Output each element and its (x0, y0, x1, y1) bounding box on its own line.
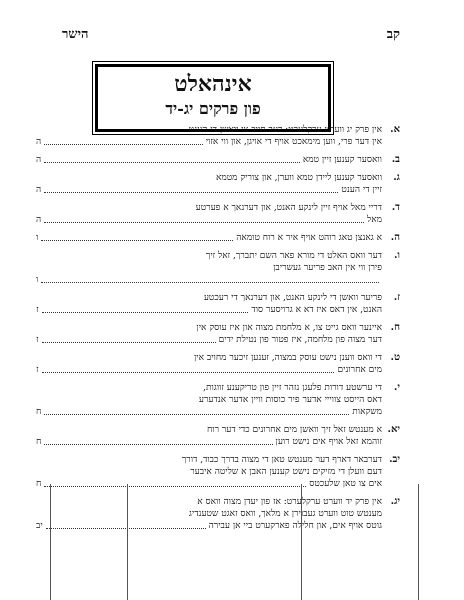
toc-entry-text: א גאנצן טאג רוהט אויף איר א רוח טומאה (236, 233, 382, 243)
toc-entry-number: יב. (389, 454, 400, 465)
dot-leader (44, 406, 349, 415)
toc-entry-number: יג. (390, 496, 400, 507)
toc-entry (36, 154, 400, 166)
dot-leader (44, 436, 272, 445)
toc-entry-page: ח (36, 407, 42, 417)
toc-entry-line: א מענטש זאל זיך וואשן מים אחרונים כדי דער רוח (206, 425, 382, 435)
toc-entry-body (36, 250, 382, 286)
toc-entry (36, 172, 400, 196)
vertical-rule (418, 484, 419, 600)
toc-entry-final-line (36, 154, 382, 166)
toc-entry-line: פירן ווי אין האב פריער געשריבן (273, 263, 382, 273)
toc-entry-page: ח (36, 437, 42, 447)
toc-entry-page: ז (36, 305, 39, 315)
dot-leader (44, 136, 203, 145)
toc-entry-number: ט. (390, 352, 400, 363)
toc-entry-line: וואסער קענען ליידן טמא ווערן, און צוריק מטמא (215, 173, 382, 183)
toc-entry-final-line (36, 274, 382, 286)
toc-entry-final-line (36, 232, 382, 244)
toc-entry-line: מענטש טוט ווערט געבוירן א מלאך, וואס זאגט שטענדיג (188, 509, 382, 519)
toc-entry-final-line (36, 184, 382, 196)
dot-leader (42, 304, 249, 313)
toc-entry-text: האנט, אין דאס איז דא א גרויסער סוד (251, 305, 382, 315)
page-title: אינהאלט (174, 71, 252, 97)
toc-entry-number: ה. (390, 232, 400, 243)
toc-entry-body (36, 154, 382, 166)
toc-entry-text: משקאות (352, 407, 382, 417)
toc-entry-body (36, 352, 382, 376)
toc-entry-number: י. (393, 382, 400, 393)
toc-entry-body (36, 292, 382, 316)
toc-entry-number: ח. (390, 322, 400, 333)
running-title: הישר (62, 27, 89, 42)
toc-entry (36, 292, 400, 316)
page-header (62, 26, 400, 48)
toc-entry-number: ג. (393, 172, 400, 183)
toc-entry-final-line (36, 364, 382, 376)
toc-entry-body (36, 322, 382, 346)
bottom-rule-lines (0, 484, 464, 600)
table-of-contents (36, 124, 400, 531)
title-box (95, 64, 331, 132)
toc-entry-line: די ערשטע דורות פלעגן נזהר זיין פון טריקענע זווגות, (203, 383, 382, 393)
toc-entry-body (36, 382, 382, 418)
dot-leader (41, 274, 379, 283)
toc-entry-body (36, 202, 382, 226)
toc-entry-page: ה (36, 155, 42, 165)
toc-entry-text: זיין די הענט (341, 185, 382, 195)
toc-entry-final-line (36, 136, 382, 148)
toc-entry-line: די וואס ווענן נישט עוסק במצוה, זענען זיכער מחויב אין (193, 353, 382, 363)
toc-entry-page: ז (36, 335, 39, 345)
toc-entry-page: ו (36, 233, 39, 243)
toc-entry-body (36, 232, 382, 244)
toc-entry-body (36, 124, 382, 148)
toc-entry-page: ה (36, 137, 42, 147)
toc-entry-number: ד. (391, 202, 400, 213)
vertical-rule (301, 484, 302, 600)
toc-entry-line: אין פרק יג ווערט ערקלערט: דער חיוב צו וואשן די הענט (188, 125, 382, 135)
toc-entry-text: וואסער קענען זיין טמא (302, 155, 382, 165)
toc-entry-number: ו. (393, 250, 400, 261)
toc-entry-text: זוהמא זאל אויף אים נישט רוען (275, 437, 382, 447)
toc-entry-line: דעם וועלן די מזיקים נישט קענען האבן א שליטה איבער (190, 467, 382, 477)
dot-leader (44, 214, 364, 223)
toc-entry-line: דער וואס האלט די מורא פאר השם יתברך, זאל זיך (205, 251, 382, 261)
dot-leader (42, 364, 335, 373)
vertical-rule (127, 484, 128, 600)
page-number: קב (386, 27, 400, 42)
toc-entry (36, 352, 400, 376)
toc-entry-text: דער מצוה פון מלחמה, איז פטור פון נטילת ידים (218, 335, 382, 345)
toc-entry-text: מאל (367, 215, 382, 225)
toc-entry-final-line (36, 436, 382, 448)
vertical-rule (50, 484, 51, 600)
toc-entry (36, 424, 400, 448)
toc-entry-body (36, 172, 382, 196)
toc-entry-text: מים אחרונים (337, 365, 382, 375)
toc-entry-final-line (36, 304, 382, 316)
dot-leader (42, 334, 216, 343)
toc-entry-final-line (36, 334, 382, 346)
toc-entry-final-line (36, 406, 382, 418)
toc-entry-page: יב (36, 521, 43, 531)
toc-entry-page: ה (36, 185, 42, 195)
toc-entry-number: ב. (391, 154, 400, 165)
toc-entry (36, 382, 400, 418)
toc-entry-page: ו (36, 275, 39, 285)
toc-entry-line: דערבאר דארף דער מענטש טאן די מצוה בדרך כבוד, דורך (181, 455, 382, 465)
page-subtitle: פון פרקים יג-יד (165, 99, 261, 118)
dot-leader (44, 154, 300, 163)
toc-entry (36, 232, 400, 244)
toc-entry-line: דריי מאל אויף זיין לינקע האנט, און דערנאך א פערטע (195, 203, 382, 213)
toc-entry (36, 250, 400, 286)
toc-entry (36, 202, 400, 226)
dot-leader (44, 184, 338, 193)
toc-entry-line: פריער וואשן די לינקע האנט, און דערנאך די רעכטע (203, 293, 382, 303)
toc-entry-page: ז (36, 365, 39, 375)
toc-entry-line: אין פרק יד ווערט ערקלערט: אז פון יעדן מצוה וואס א (197, 497, 382, 507)
toc-entry (36, 124, 400, 148)
dot-leader (41, 232, 233, 241)
toc-entry-number: יא. (387, 424, 400, 435)
toc-entry-number: ז. (393, 292, 400, 303)
toc-entry-body (36, 424, 382, 448)
toc-entry-number: א. (390, 124, 400, 135)
toc-entry (36, 322, 400, 346)
toc-entry-text: אים צו טאן שלעכטס (309, 479, 382, 489)
toc-entry-line: איינער וואס גייט צו, א מלחמת מצוה און איז עוסק אין (196, 323, 382, 333)
toc-entry-text: גוטס אויף אים, און חלילה פארקערט ביי אן עבירה (208, 521, 382, 531)
toc-entry-line: דאס הייסט צווייי אדער פיר כוסות וויין אדער אנדערע (198, 395, 382, 405)
toc-entry-page: ח (36, 479, 42, 489)
toc-entry-page: ה (36, 215, 42, 225)
toc-entry-final-line (36, 214, 382, 226)
toc-entry-text: אין דער פרי, ווען מימאכט אויף די אויגן, און ווי אזוי (205, 137, 382, 147)
